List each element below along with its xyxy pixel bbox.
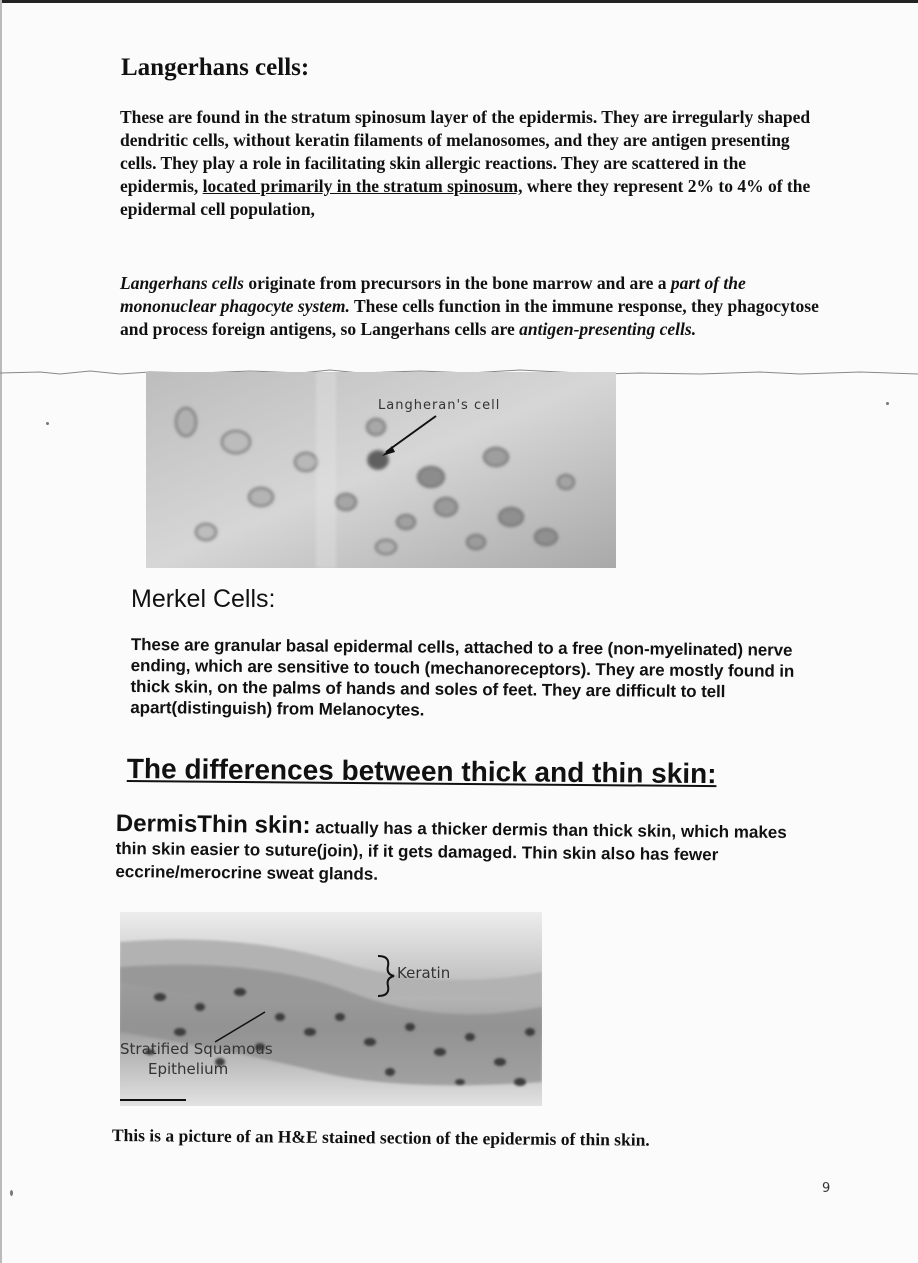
scan-speck: [886, 402, 889, 405]
thin-skin-text: actually has a thicker dermis than thick skin, which makes thin skin easier to suture(join), if it gets damaged. Thin skin also has fewer eccrine/merocrine sweat glands.: [115, 818, 787, 884]
thin-skin-paragraph: [115, 810, 806, 891]
thin-skin-subtitle: DermisThin skin:: [115, 810, 311, 840]
thin-skin-micrograph: [120, 912, 542, 1106]
scan-speck: [46, 422, 49, 425]
page-number: 9: [822, 1181, 831, 1196]
langerhans-term-mps: part of the mononuclear phagocyte system.: [120, 273, 746, 316]
scan-speck: [10, 1190, 13, 1196]
page-top-edge: [0, 0, 918, 3]
thin-skin-image-caption: This is a picture of an H&E stained section of the epidermis of thin skin.: [111, 1125, 650, 1150]
langerhans-micrograph: [146, 372, 616, 568]
merkel-paragraph: These are granular basal epidermal cells, attached to a free (non-myelinated) nerve ending, which are sensitive to touch (mechanoreceptors). They are mostly found in thick skin, on the palms of hands and soles of feet. They are difficult to tell apart(distinguish) from Melanocytes.: [130, 634, 795, 720]
stratified-squamous-label: Stratified Squamous: [120, 1040, 273, 1058]
differences-title: The differences between thick and thin skin:: [126, 753, 717, 790]
langerhans-term-apc: antigen-presenting cells.: [519, 319, 697, 339]
merkel-title: Merkel Cells:: [131, 585, 276, 613]
langerhans-image-label: Langheran's cell: [378, 398, 501, 413]
langerhans-p1-text-b: where they represent 2% to 4% of the epidermal cell population,: [120, 176, 811, 219]
langerhans-p1-underlined: located primarily in the stratum spinosum,: [202, 176, 523, 196]
keratin-label: Keratin: [397, 964, 451, 982]
langerhans-p1-text-a: These are found in the stratum spinosum layer of the epidermis. They are irregularly shaped dendritic cells, without keratin filaments of melanosomes, and they are antigen presenting cells. They play a role in facilitating skin allergic reactions. They are scattered in the epidermis,: [120, 107, 811, 196]
langerhans-title: Langerhans cells:: [121, 54, 310, 81]
langerhans-paragraph-2: [120, 272, 820, 341]
langerhans-term-cells: Langerhans cells: [120, 273, 244, 293]
page-left-edge: [0, 0, 2, 1263]
langerhans-p2-text-b: These cells function in the immune response, they phagocytose and process foreign antigens, so Langerhans cells are: [120, 296, 819, 339]
epithelium-label: Epithelium: [148, 1060, 229, 1078]
langerhans-paragraph-1: [120, 106, 820, 221]
langerhans-p2-text-a: originate from precursors in the bone marrow and are a: [243, 273, 671, 293]
